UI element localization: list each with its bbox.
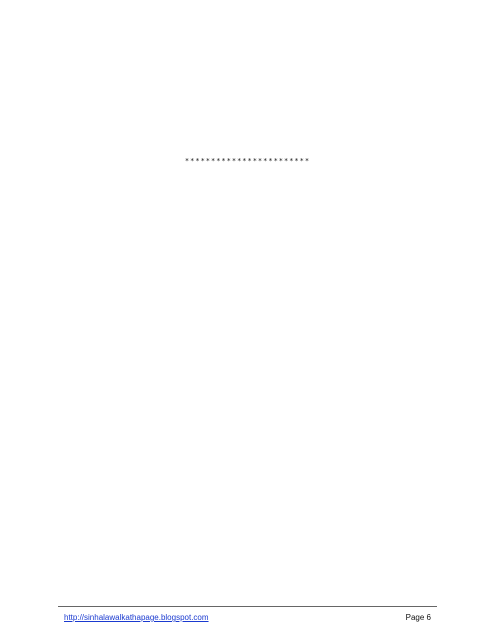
body-paragraph-5 (66, 138, 429, 147)
body-paragraph-1 (66, 66, 429, 75)
page-number: Page 6 (405, 613, 431, 622)
body-paragraph-8 (66, 209, 429, 218)
body-paragraph-7 (66, 193, 429, 202)
footer-divider (58, 606, 437, 607)
footer-blog-link[interactable]: http://sinhalawalkathapage.blogspot.com (64, 613, 209, 622)
body-paragraph-4 (66, 120, 429, 129)
section-separator: ************************ (184, 157, 311, 165)
body-paragraph-2 (66, 84, 429, 93)
body-paragraph-9 (66, 225, 429, 234)
body-paragraph-6 (66, 177, 429, 186)
body-paragraph-3 (66, 102, 429, 111)
page-footer (64, 613, 431, 622)
